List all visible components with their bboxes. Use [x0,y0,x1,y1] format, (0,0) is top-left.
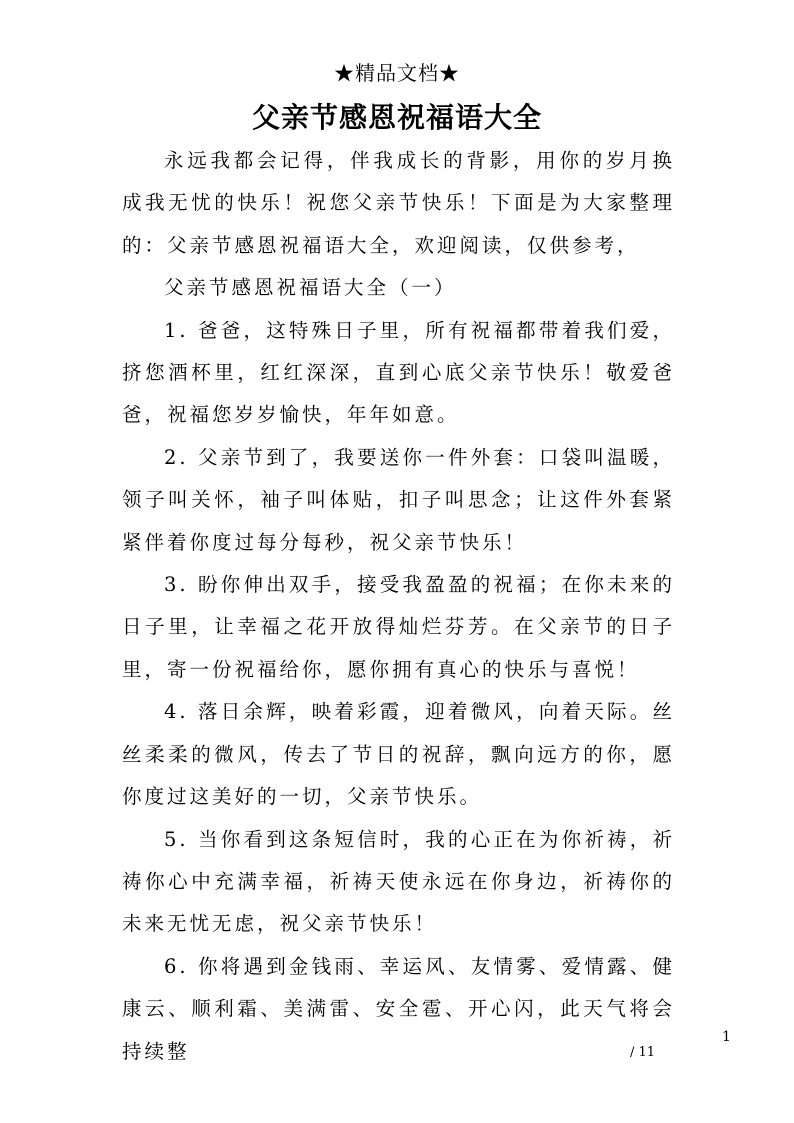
list-item: 2. 父亲节到了，我要送你一件外套：口袋叫温暖，领子叫关怀，袖子叫体贴，扣子叫思念；让这件外套紧紧伴着你度过每分每秒，祝父亲节快乐！ [122,445,675,554]
document-header-mark: ★精品文档★ [334,61,460,85]
page-total: / 11 [630,1045,656,1060]
list-item: 5. 当你看到这条短信时，我的心正在为你祈祷，祈祷你心中充满幸福，祈祷天使永远在你身边，祈祷你的未来无忧无虑，祝父亲节快乐！ [122,827,675,936]
list-item: 4. 落日余辉，映着彩霞，迎着微风，向着天际。丝丝柔柔的微风，传去了节日的祝辞，飘向远方的你，愿你度过这美好的一切，父亲节快乐。 [122,700,675,809]
page-number: 1 [722,1029,731,1045]
document-title: 父亲节感恩祝福语大全 [251,101,542,134]
section-heading: 父亲节感恩祝福语大全（一） [164,276,457,300]
list-item: 6. 你将遇到金钱雨、幸运风、友情雾、爱情露、健康云、顺利霜、美满雷、安全雹、开心闪，此天气将会持续整 [122,954,675,1063]
document-body [122,140,675,1073]
intro-paragraph: 永远我都会记得，伴我成长的背影，用你的岁月换成我无忧的快乐！祝您父亲节快乐！下面是为大家整理的：父亲节感恩祝福语大全，欢迎阅读，仅供参考， [122,149,675,257]
list-item: 1. 爸爸，这特殊日子里，所有祝福都带着我们爱，挤您酒杯里，红红深深，直到心底父亲节快乐！敬爱爸爸，祝福您岁岁愉快，年年如意。 [122,318,675,427]
list-item: 3. 盼你伸出双手，接受我盈盈的祝福；在你未来的日子里，让幸福之花开放得灿烂芬芳。在父亲节的日子里，寄一份祝福给你，愿你拥有真心的快乐与喜悦！ [122,573,675,681]
